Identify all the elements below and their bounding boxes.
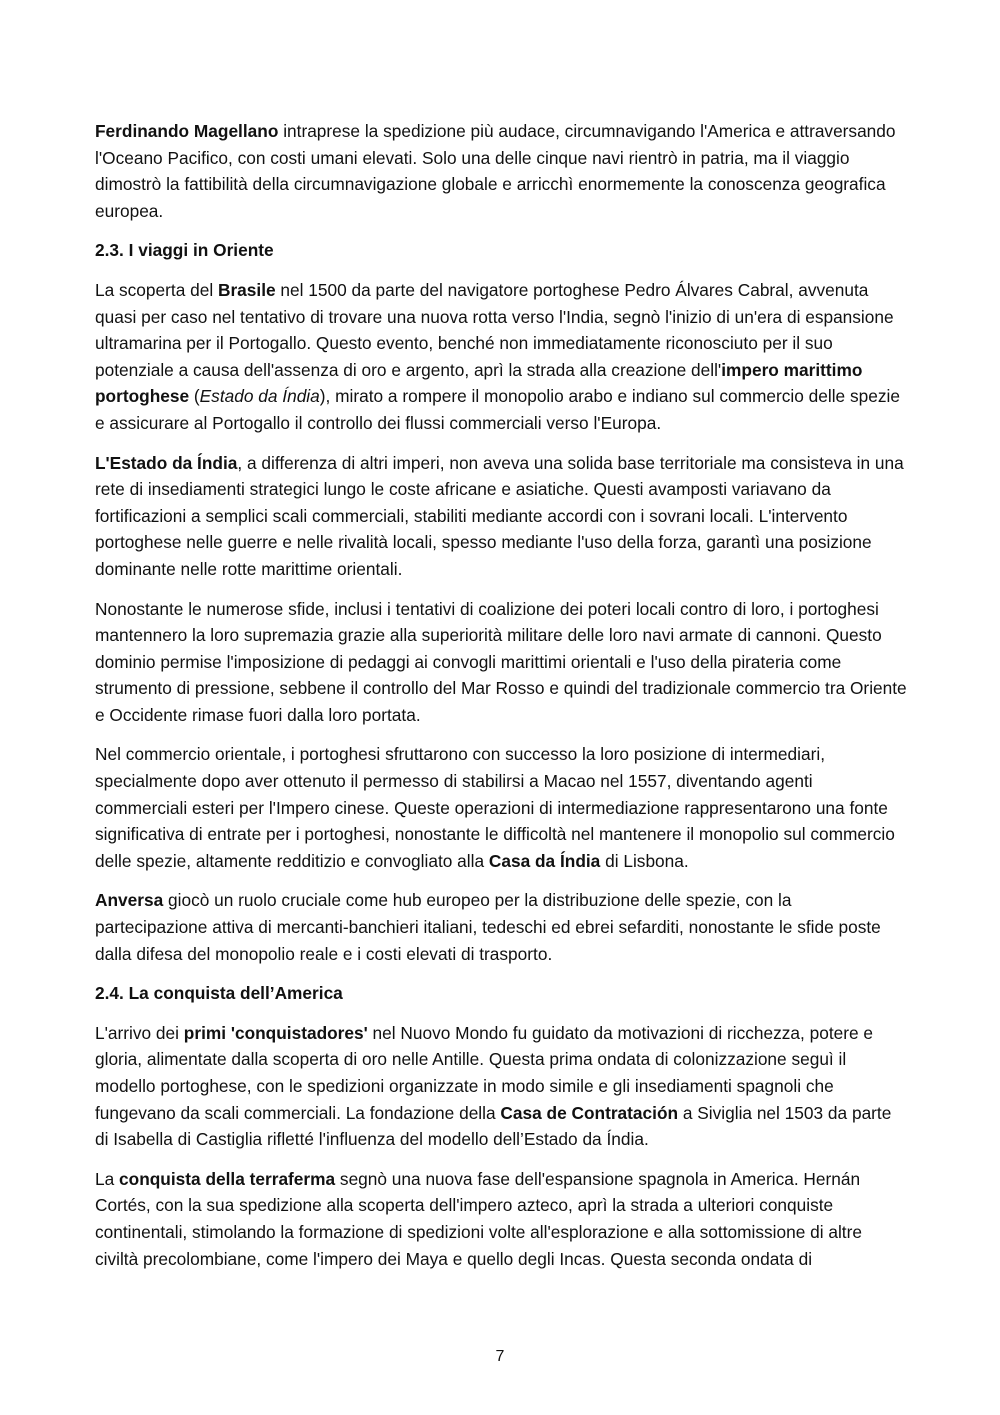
paragraph-sfide: Nonostante le numerose sfide, inclusi i tentativi di coalizione dei poteri locali contro di loro, i portoghesi mantennero la loro supremazia grazie alla superiorità militare delle loro navi armate di cannoni. Questo dominio permise l'imposizione di pedaggi ai convogli marittimi orientali e l'uso della pirateria come strumento di pressione, sebbene il controllo del Mar Rosso e quindi del tradizionale commercio tra Oriente e Occidente rimase fuori dalla loro portata. (95, 598, 907, 725)
document-body (95, 118, 907, 1285)
bold-term: conquista della terraferma (119, 1168, 336, 1189)
bold-term: Casa da Índia (488, 850, 601, 871)
page-number: 7 (495, 1348, 505, 1365)
section-heading-america: 2.4. La conquista dell’America (95, 983, 343, 1004)
bold-term: impero marittimo portoghese (95, 359, 863, 407)
paragraph-brasile: La scoperta del Brasile nel 1500 da parte del navigatore portoghese Pedro Álvares Cabral, avvenuta quasi per caso nel tentativo di trovare una nuova rotta verso l'India, segnò l'inizio di un'era di espansione ultramarina per il Portogallo. Questo evento, benché non immediatamente riconosciuto per il suo potenziale a causa dell'assenza di oro e argento, aprì la strada alla creazione dell'impero marittimo portoghese (Estado da Índia), mirato a rompere il monopolio arabo e indiano sul commercio delle spezie e assicurare al Portogallo il controllo dei flussi commerciali verso l'Europa. (95, 279, 900, 433)
paragraph-conquistadores: L'arrivo dei primi 'conquistadores' nel Nuovo Mondo fu guidato da motivazioni di ricchezza, potere e gloria, alimentate dalla scoperta di oro nelle Antille. Questa prima ondata di colonizzazione seguì il modello portoghese, con le spedizioni organizzate in modo simile e gli insediamenti spagnoli che fungevano da scali commerciali. La fondazione della Casa de Contratación a Siviglia nel 1503 da parte di Isabella di Castiglia rifletté l'influenza del modello dell’Estado da Índia. (95, 1022, 892, 1150)
bold-term: Brasile (217, 279, 276, 300)
paragraph-anversa: Anversa giocò un ruolo cruciale come hub europeo per la distribuzione delle spezie, con la partecipazione attiva di mercanti-banchieri italiani, tedeschi ed ebrei sefarditi, nonostante le sfide poste dalla difesa del monopolio reale e i costi elevati di trasporto. (95, 890, 881, 964)
bold-term: Anversa (95, 890, 164, 911)
paragraph-commercio: Nel commercio orientale, i portoghesi sfruttarono con successo la loro posizione di intermediari, specialmente dopo aver ottenuto il permesso di stabilirsi a Macao nel 1557, diventando agenti commerciali esteri per l'Impero cinese. Queste operazioni di intermediazione rappresentarono una fonte significativa di entrate per i portoghesi, nonostante le difficoltà nel mantenere il monopolio sul commercio delle spezie, altamente redditizio e convogliato alla Casa da Índia di Lisbona. (95, 744, 895, 871)
bold-term: L'Estado da Índia (95, 452, 238, 473)
paragraph-terraferma: La conquista della terraferma segnò una nuova fase dell'espansione spagnola in America. Hernán Cortés, con la sua spedizione alla scoperta dell'impero azteco, aprì la strada a ulteriori conquiste continentali, stimolando la formazione di spedizioni volte all'esplorazione e alla sottomissione di altre civiltà precolombiane, come l'impero dei Maya e quello degli Incas. Questa seconda ondata di (95, 1168, 862, 1269)
bold-term: primi 'conquistadores' (183, 1022, 368, 1043)
paragraph-magellano: Ferdinando Magellano intraprese la spedizione più audace, circumnavigando l'America e attraversando l'Oceano Pacifico, con costi umani elevati. Solo una delle cinque navi rientrò in patria, ma il viaggio dimostrò la fattibilità della circumnavigazione globale e arricchì enormemente la conoscenza geografica europea. (95, 121, 896, 221)
italic-term: Estado da Índia (199, 386, 320, 407)
bold-term: Ferdinando Magellano (95, 121, 279, 141)
section-heading-oriente: 2.3. I viaggi in Oriente (95, 240, 274, 261)
paragraph-estado: L'Estado da Índia, a differenza di altri imperi, non aveva una solida base territoriale ma consisteva in una rete di insediamenti strategici lungo le coste africane e asiatiche. Questi avamposti variavano da fortificazioni a semplici scali commerciali, stabiliti mediante accordi con i sovrani locali. L'intervento portoghese nelle guerre e nelle rivalità locali, spesso mediante l'uso della forza, garantì una posizione dominante nelle rotte marittime orientali. (95, 452, 904, 579)
bold-term: Casa de Contratación (500, 1102, 679, 1123)
